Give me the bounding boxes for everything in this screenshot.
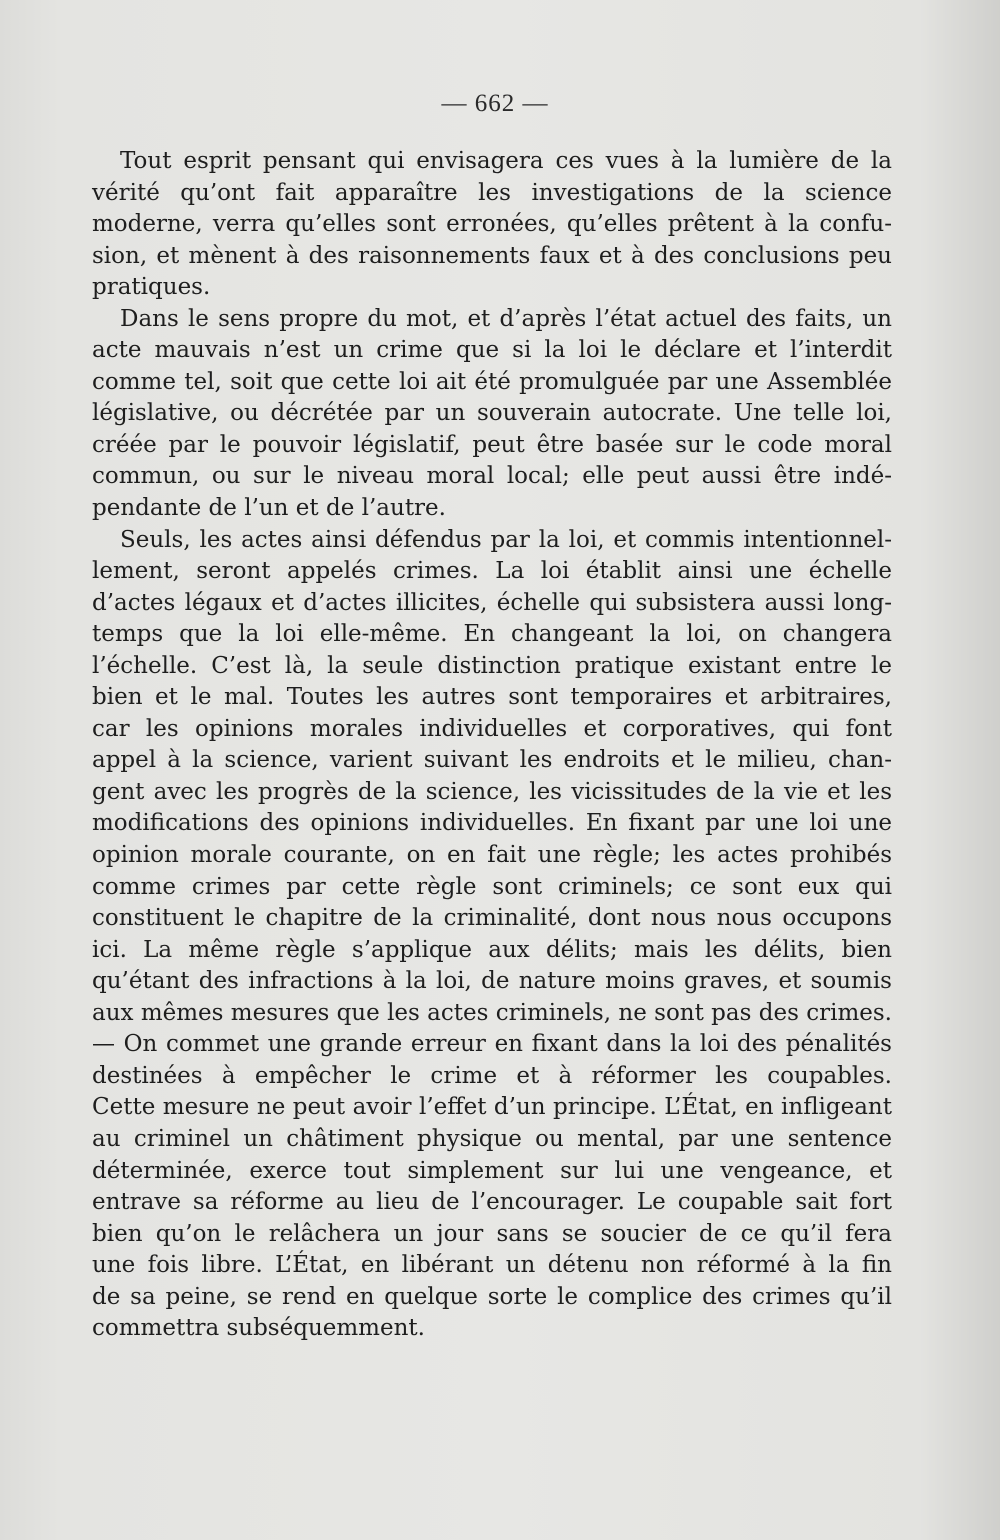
page-number: — 662 — [441, 90, 549, 117]
text-line: pendante de l’un et de l’autre. [92, 495, 446, 522]
text-line: gent avec les progrès de la science, les vicissitudes de la vie et les [92, 778, 892, 805]
text-line: aux mêmes mesures que les actes criminels, ne sont pas des crimes. [92, 999, 892, 1026]
text-line: commun, ou sur le niveau moral local; elle peut aussi être indé- [92, 463, 892, 490]
text-line: constituent le chapitre de la criminalité, dont nous nous occupons [92, 905, 892, 932]
text-line: commettra subséquemment. [92, 1315, 425, 1342]
text-line: destinées à empêcher le crime et à réformer les coupables. [92, 1062, 892, 1089]
text-line: au criminel un châtiment physique ou mental, par une sentence [92, 1125, 892, 1152]
text-line: déterminée, exerce tout simplement sur lui une vengeance, et [92, 1157, 892, 1184]
text-line: opinion morale courante, on en fait une règle; les actes prohibés [92, 842, 892, 869]
text-line: sion, et mènent à des raisonnements faux et à des conclusions peu [92, 242, 892, 269]
text-line: entrave sa réforme au lieu de l’encourager. Le coupable sait fort [92, 1189, 892, 1216]
text-line: pratiques. [92, 274, 211, 301]
text-line: appel à la science, varient suivant les endroits et le milieu, chan- [92, 747, 892, 774]
text-line: bien et le mal. Toutes les autres sont temporaires et arbitraires, [92, 684, 892, 711]
text-line: temps que la loi elle-même. En changeant la loi, on changera [92, 621, 892, 648]
text-line: comme tel, soit que cette loi ait été promulguée par une Assemblée [92, 368, 892, 395]
text-line: ici. La même règle s’applique aux délits; mais les délits, bien [92, 936, 892, 963]
text-line: bien qu’on le relâchera un jour sans se soucier de ce qu’il fera [92, 1220, 892, 1247]
text-line: comme crimes par cette règle sont criminels; ce sont eux qui [92, 873, 892, 900]
text-line: Seuls, les actes ainsi défendus par la loi, et commis intentionnel- [120, 526, 892, 553]
text-line: qu’étant des infractions à la loi, de nature moins graves, et soumis [92, 968, 892, 995]
text-line: Tout esprit pensant qui envisagera ces vues à la lumière de la [120, 148, 892, 174]
text-line: de sa peine, se rend en quelque sorte le complice des crimes qu’il [92, 1283, 892, 1310]
paragraph [92, 146, 892, 304]
paragraph [92, 304, 892, 525]
text-line: acte mauvais n’est un crime que si la loi le déclare et l’interdit [92, 337, 892, 364]
text-line: — On commet une grande erreur en fixant dans la loi des pénalités [92, 1031, 892, 1058]
text-line: car les opinions morales individuelles et corporatives, qui font [92, 715, 892, 742]
body-text [92, 146, 892, 1345]
paragraph [92, 525, 892, 1345]
text-line: lement, seront appelés crimes. La loi établit ainsi une échelle [92, 558, 892, 585]
text-line: modifications des opinions individuelles. En fixant par une loi une [92, 810, 892, 837]
text-line: créée par le pouvoir législatif, peut être basée sur le code moral [92, 431, 892, 458]
text-line: une fois libre. L’État, en libérant un détenu non réformé à la fin [92, 1252, 892, 1279]
text-line: Cette mesure ne peut avoir l’effet d’un principe. L’État, en infligeant [92, 1094, 892, 1121]
text-line: moderne, verra qu’elles sont erronées, qu’elles prêtent à la confu- [92, 211, 892, 238]
text-line: l’échelle. C’est là, la seule distinction pratique existant entre le [92, 652, 892, 679]
text-line: Dans le sens propre du mot, et d’après l’état actuel des faits, un [120, 305, 892, 332]
text-line: vérité qu’ont fait apparaître les investigations de la science [92, 179, 892, 206]
text-line: d’actes légaux et d’actes illicites, échelle qui subsistera aussi long- [92, 589, 892, 616]
text-line: législative, ou décrétée par un souverain autocrate. Une telle loi, [92, 400, 892, 427]
